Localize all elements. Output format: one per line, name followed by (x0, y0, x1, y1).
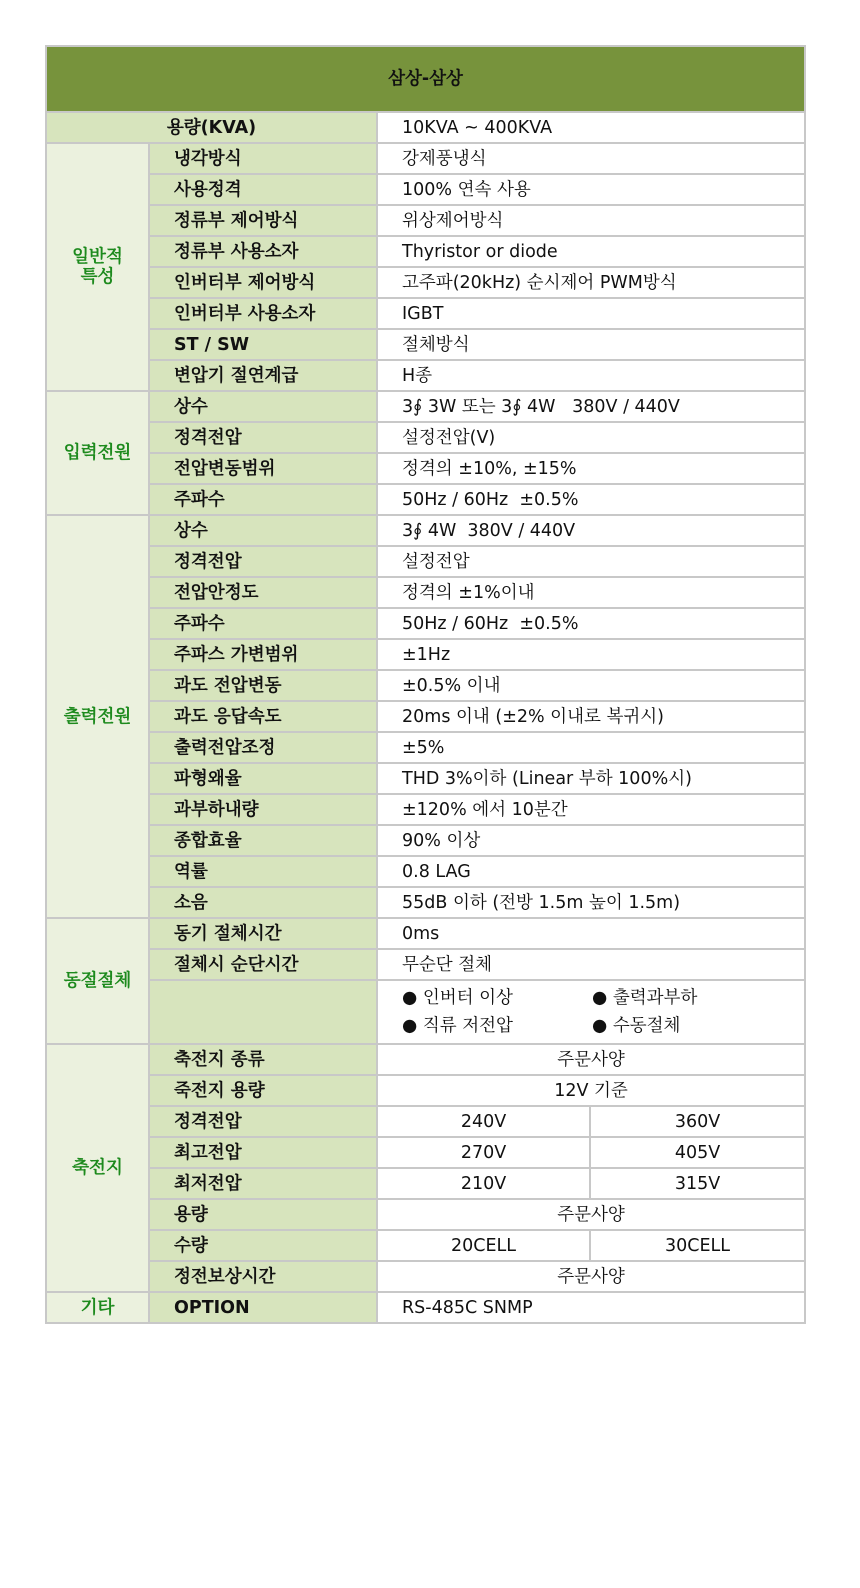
row-value: 주문사양 (377, 1044, 805, 1075)
row-label: 상수 (149, 515, 377, 546)
row-label: 축전지 종류 (149, 1044, 377, 1075)
condition-item: ● 수동절체 (592, 1016, 681, 1036)
condition-item: ● 인버터 이상 (402, 988, 513, 1008)
row-label: 냉각방식 (149, 143, 377, 174)
row-value: 0ms (377, 918, 805, 949)
row-value: ±1Hz (377, 639, 805, 670)
spec-table (45, 45, 806, 1324)
condition-item: ● 출력과부하 (592, 988, 698, 1008)
row-label: 정류부 사용소자 (149, 236, 377, 267)
row-value: ±0.5% 이내 (377, 670, 805, 701)
row-label: 역률 (149, 856, 377, 887)
row-label: 전압변동범위 (149, 453, 377, 484)
row-value: 100% 연속 사용 (377, 174, 805, 205)
row-value: 무순단 절체 (377, 949, 805, 980)
row-value: THD 3%이하 (Linear 부하 100%시) (377, 763, 805, 794)
row-value-b: 315V (590, 1168, 805, 1199)
row-value: 정격의 ±1%이내 (377, 577, 805, 608)
row-label: 종합효율 (149, 825, 377, 856)
row-value: 20ms 이내 (±2% 이내로 복귀시) (377, 701, 805, 732)
row-value-a: 270V (377, 1137, 590, 1168)
row-label: OPTION (149, 1292, 377, 1323)
row-label: 인버터부 사용소자 (149, 298, 377, 329)
row-value: 50Hz / 60Hz ±0.5% (377, 608, 805, 639)
row-value: 정격의 ±10%, ±15% (377, 453, 805, 484)
group-output: 출력전원 (46, 515, 149, 918)
row-label: 과도 응답속도 (149, 701, 377, 732)
row-label: 주파스 가변범위 (149, 639, 377, 670)
row-value: 위상제어방식 (377, 205, 805, 236)
row-value: Thyristor or diode (377, 236, 805, 267)
condition-item: ● 직류 저전압 (402, 1016, 513, 1036)
row-label: 정격전압 (149, 422, 377, 453)
row-value: 설정전압(V) (377, 422, 805, 453)
row-label: 사용정격 (149, 174, 377, 205)
row-label: ST / SW (149, 329, 377, 360)
row-value: IGBT (377, 298, 805, 329)
row-label: 절체시 순단시간 (149, 949, 377, 980)
row-label: 주파수 (149, 608, 377, 639)
row-value: 강제풍냉식 (377, 143, 805, 174)
row-label: 정격전압 (149, 1106, 377, 1137)
group-input: 입력전원 (46, 391, 149, 515)
row-value-b: 360V (590, 1106, 805, 1137)
row-label: 정격전압 (149, 546, 377, 577)
row-label: 인버터부 제어방식 (149, 267, 377, 298)
row-label: 출력전압조정 (149, 732, 377, 763)
row-label: 전압안정도 (149, 577, 377, 608)
row-value: 고주파(20kHz) 순시제어 PWM방식 (377, 267, 805, 298)
row-value: ±120% 에서 10분간 (377, 794, 805, 825)
transfer-conditions (377, 980, 805, 1044)
row-value: ±5% (377, 732, 805, 763)
row-value: 55dB 이하 (전방 1.5m 높이 1.5m) (377, 887, 805, 918)
row-label: 동기 절체시간 (149, 918, 377, 949)
group-battery: 축전지 (46, 1044, 149, 1292)
row-label: 최저전압 (149, 1168, 377, 1199)
row-label: 정전보상시간 (149, 1261, 377, 1292)
row-label: 정류부 제어방식 (149, 205, 377, 236)
row-value: 50Hz / 60Hz ±0.5% (377, 484, 805, 515)
row-value-a: 210V (377, 1168, 590, 1199)
group-general: 일반적 특성 (46, 143, 149, 391)
row-label: 용량 (149, 1199, 377, 1230)
row-value: 설정전압 (377, 546, 805, 577)
row-label: 수량 (149, 1230, 377, 1261)
row-value: H종 (377, 360, 805, 391)
conditions-label-empty (149, 980, 377, 1044)
capacity-value: 10KVA ~ 400KVA (377, 112, 805, 143)
row-value: 0.8 LAG (377, 856, 805, 887)
table-title: 삼상-삼상 (46, 46, 805, 112)
group-etc: 기타 (46, 1292, 149, 1323)
row-label: 변압기 절연계급 (149, 360, 377, 391)
row-label: 과부하내량 (149, 794, 377, 825)
row-value: 3∮ 4W 380V / 440V (377, 515, 805, 546)
row-label: 과도 전압변동 (149, 670, 377, 701)
row-value-a: 20CELL (377, 1230, 590, 1261)
row-label: 소음 (149, 887, 377, 918)
row-label: 파형왜율 (149, 763, 377, 794)
row-label: 죽전지 용량 (149, 1075, 377, 1106)
row-label: 주파수 (149, 484, 377, 515)
row-label: 상수 (149, 391, 377, 422)
row-value: RS-485C SNMP (377, 1292, 805, 1323)
row-value-b: 405V (590, 1137, 805, 1168)
row-label: 최고전압 (149, 1137, 377, 1168)
capacity-label: 용량(KVA) (46, 112, 377, 143)
row-value-b: 30CELL (590, 1230, 805, 1261)
row-value: 주문사양 (377, 1199, 805, 1230)
group-transfer: 동절절체 (46, 918, 149, 1044)
row-value: 절체방식 (377, 329, 805, 360)
row-value: 3∮ 3W 또는 3∮ 4W 380V / 440V (377, 391, 805, 422)
row-value: 12V 기준 (377, 1075, 805, 1106)
row-value: 주문사양 (377, 1261, 805, 1292)
row-value-a: 240V (377, 1106, 590, 1137)
row-value: 90% 이상 (377, 825, 805, 856)
